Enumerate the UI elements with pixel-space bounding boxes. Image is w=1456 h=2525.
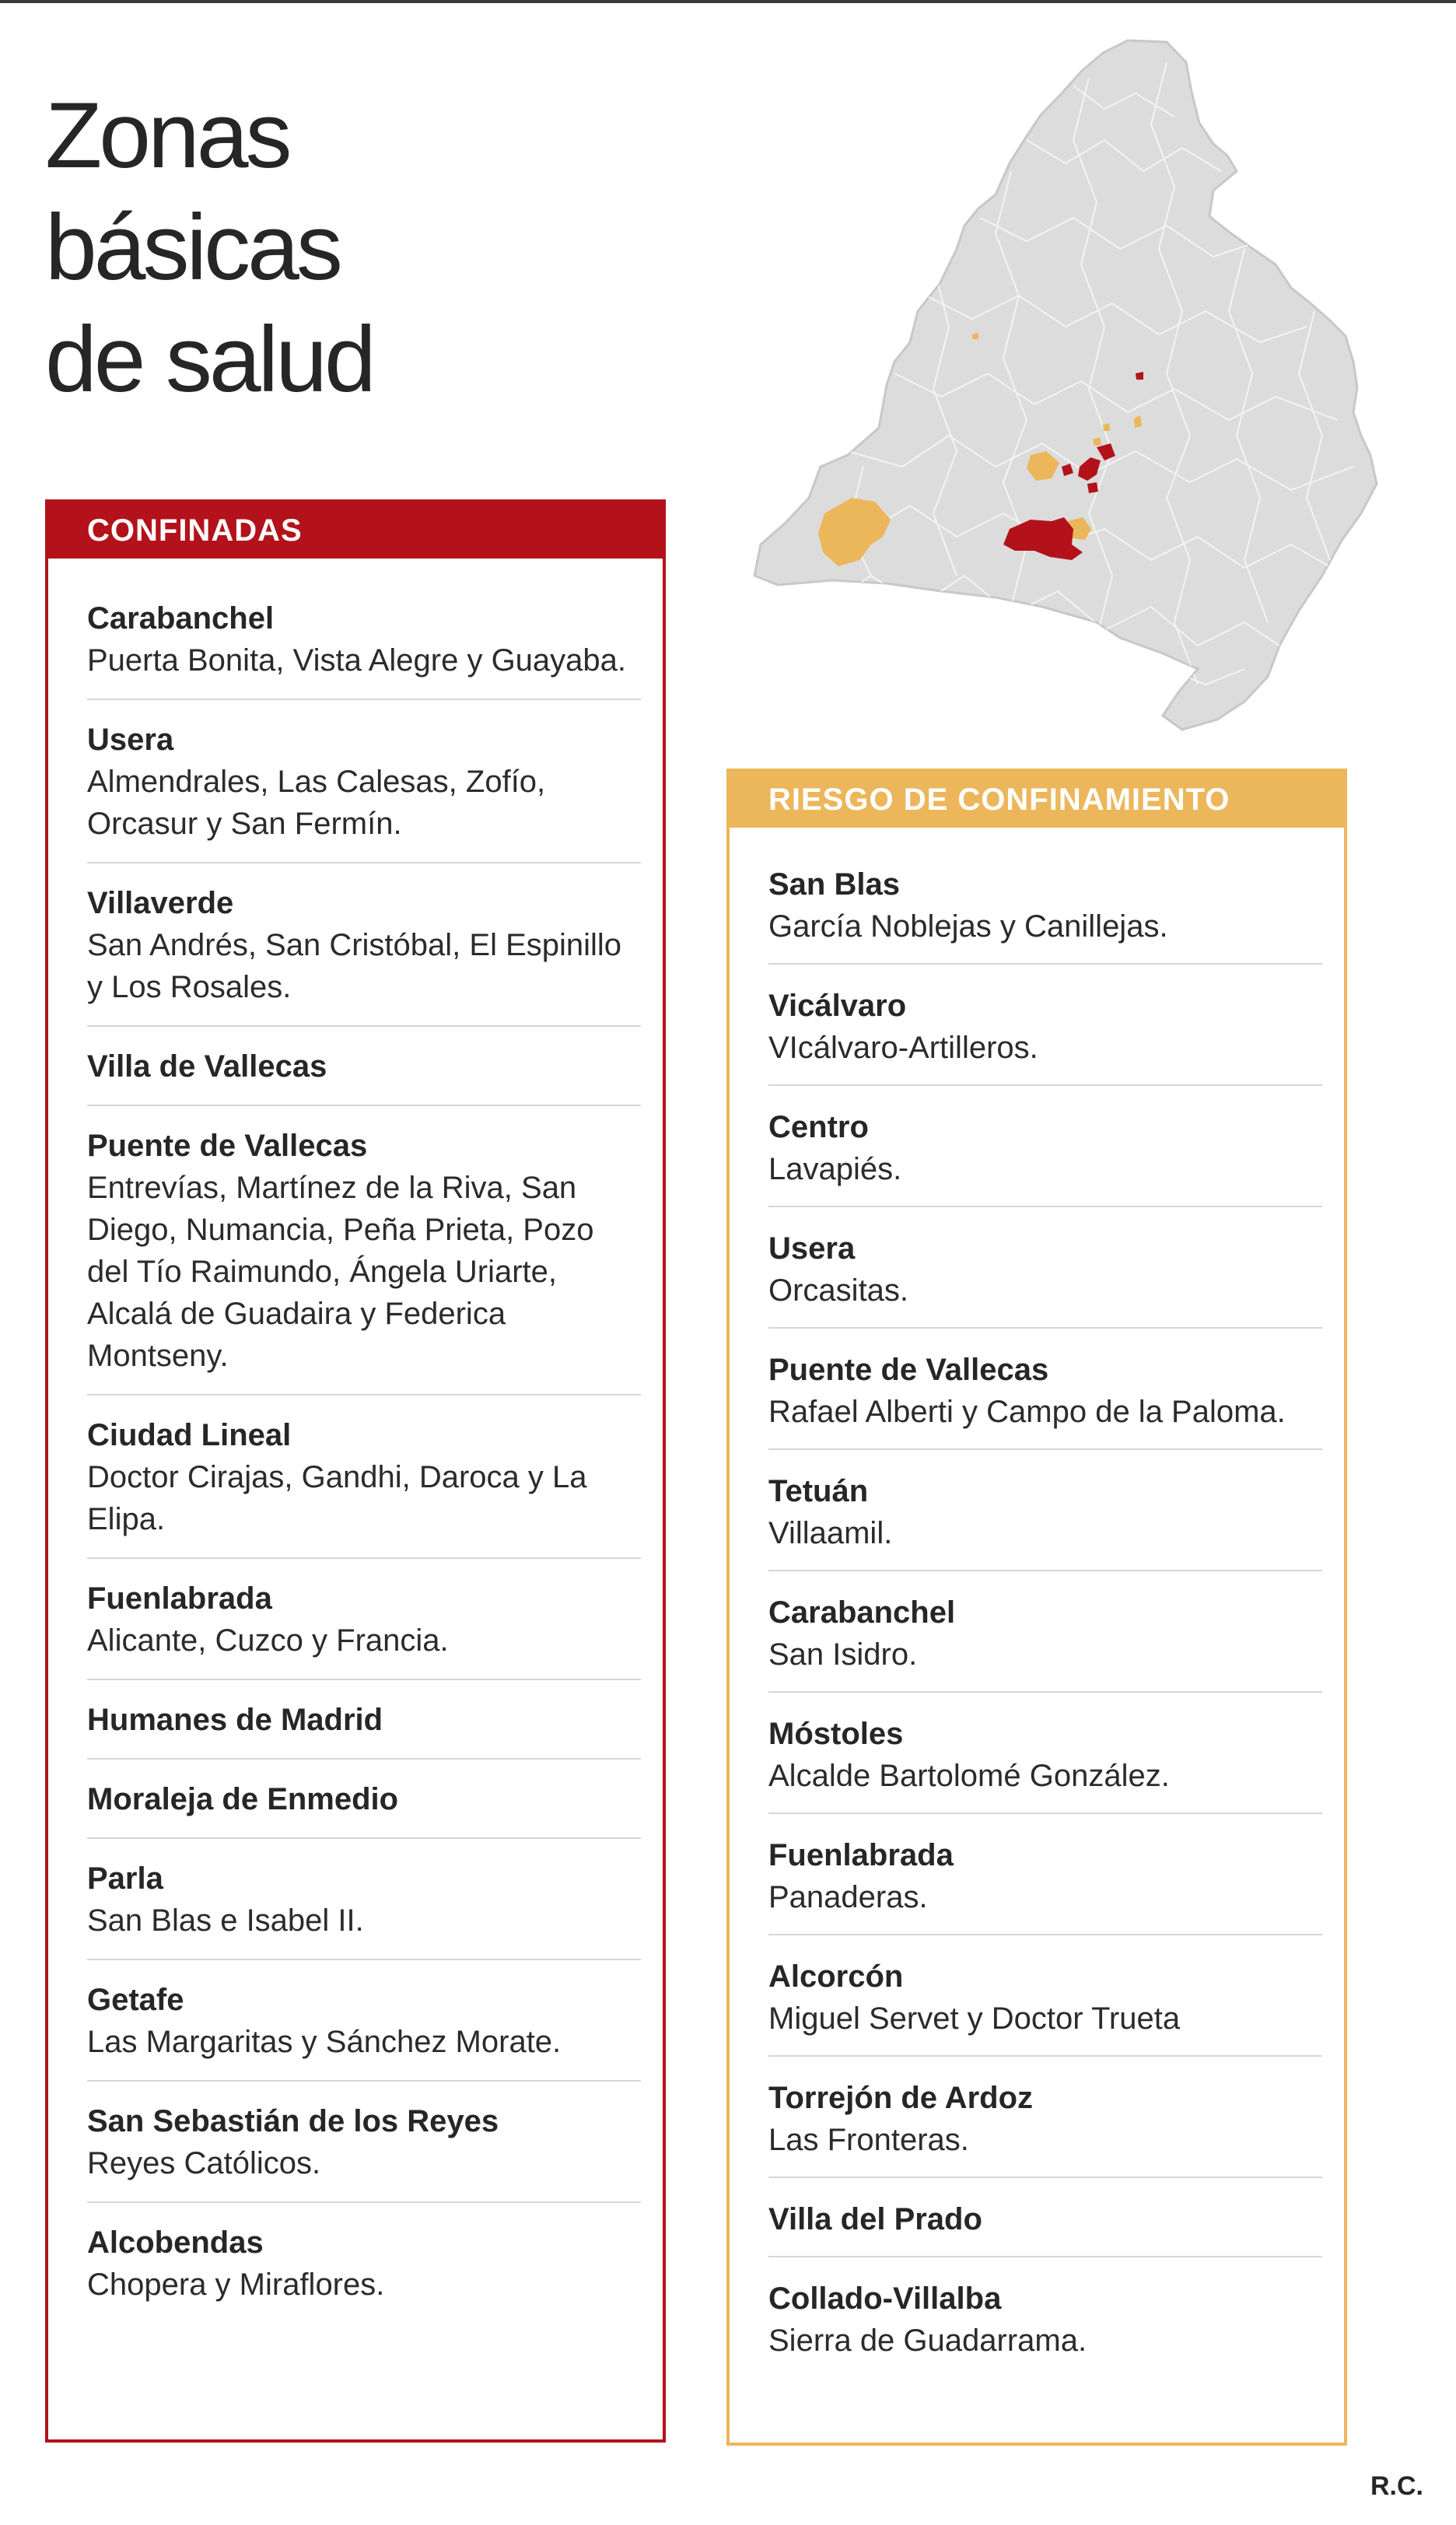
zone-list: Lavapiés. xyxy=(768,1152,902,1186)
list-item xyxy=(768,1207,1322,1329)
district-name: Parla xyxy=(87,1861,163,1896)
zone-list: Alicante, Cuzco y Francia. xyxy=(87,1623,449,1658)
list-item xyxy=(768,1086,1322,1207)
district-name: Collado-Villalba xyxy=(768,2282,1002,2316)
zone-list: Panaderas. xyxy=(768,1880,928,1914)
zone-list: San Isidro. xyxy=(768,1637,918,1672)
district-name: San Blas xyxy=(768,867,900,902)
zone-list: VIcálvaro-Artilleros. xyxy=(768,1031,1038,1065)
district-name: Usera xyxy=(87,723,174,757)
list-item xyxy=(87,863,641,1027)
list-item xyxy=(768,1571,1322,1693)
list-item xyxy=(87,2203,641,2323)
district-name: Tetuán xyxy=(768,1474,869,1508)
district-name: Vicálvaro xyxy=(768,989,907,1023)
list-item xyxy=(768,1814,1322,1935)
riesgo-list xyxy=(730,828,1344,2377)
list-item xyxy=(768,2178,1322,2257)
zone-list: Puerta Bonita, Vista Alegre y Guayaba. xyxy=(87,643,627,678)
confinadas-panel xyxy=(45,499,666,2443)
zone-list: San Andrés, San Cristóbal, El Espinillo y Los Rosales. xyxy=(87,928,622,1004)
confinadas-list xyxy=(48,559,663,2323)
district-name: Fuenlabrada xyxy=(768,1838,954,1872)
list-item xyxy=(768,1450,1322,1571)
list-item xyxy=(87,2082,641,2203)
list-item xyxy=(87,1106,641,1396)
zone-list: Entrevías, Martínez de la Riva, San Diego, Numancia, Peña Prieta, Pozo del Tío Raimundo, Ángela Uriarte, Alcalá de Guadaira y Federica Montseny. xyxy=(87,1171,594,1373)
zone-list: Villaamil. xyxy=(768,1516,893,1550)
list-item xyxy=(768,2257,1322,2377)
district-name: Carabanchel xyxy=(768,1595,956,1630)
list-item xyxy=(768,1935,1322,2057)
list-item xyxy=(87,1760,641,1839)
zone-list: Miguel Servet y Doctor Trueta xyxy=(768,2001,1181,2036)
list-item xyxy=(87,1027,641,1106)
district-name: San Sebastián de los Reyes xyxy=(87,2104,499,2138)
district-name: Usera xyxy=(768,1231,856,1266)
zone-list: Las Margaritas y Sánchez Morate. xyxy=(87,2025,562,2059)
list-item xyxy=(768,1329,1322,1450)
list-item xyxy=(87,700,641,863)
district-name: Villa del Prado xyxy=(768,2202,982,2236)
zone-list: Alcalde Bartolomé González. xyxy=(768,1759,1170,1793)
title-line-2: de salud xyxy=(45,307,373,411)
zone-list: Doctor Cirajas, Gandhi, Daroca y La Elipa. xyxy=(87,1460,587,1536)
list-item xyxy=(768,2057,1322,2178)
list-item xyxy=(87,1559,641,1680)
district-name: Fuenlabrada xyxy=(87,1581,272,1616)
zone-list: Rafael Alberti y Campo de la Paloma. xyxy=(768,1395,1286,1429)
zone-list: Chopera y Miraflores. xyxy=(87,2268,385,2302)
zone-list: San Blas e Isabel II. xyxy=(87,1903,364,1938)
zone-list: Orcasitas. xyxy=(768,1273,909,1308)
list-item xyxy=(87,1680,641,1760)
zone-list: Sierra de Guadarrama. xyxy=(768,2324,1087,2358)
riesgo-header: RIESGO DE CONFINAMIENTO xyxy=(730,772,1344,828)
list-item xyxy=(87,1960,641,2082)
riesgo-panel xyxy=(726,769,1347,2446)
zone-list: Las Fronteras. xyxy=(768,2123,969,2157)
district-name: Moraleja de Enmedio xyxy=(87,1782,399,1816)
district-name: Carabanchel xyxy=(87,601,275,636)
district-name: Villaverde xyxy=(87,886,234,920)
list-item xyxy=(768,965,1322,1086)
credit: R.C. xyxy=(1370,2471,1423,2501)
top-rule xyxy=(0,0,1456,3)
district-name: Villa de Vallecas xyxy=(87,1049,327,1084)
list-item xyxy=(87,1396,641,1559)
zone-list: Almendrales, Las Calesas, Zofío, Orcasur y San Fermín. xyxy=(87,765,546,841)
district-name: Centro xyxy=(768,1110,869,1144)
madrid-map xyxy=(731,31,1384,755)
district-name: Getafe xyxy=(87,1983,184,2017)
page-title xyxy=(45,79,605,415)
list-item xyxy=(87,559,641,700)
district-name: Puente de Vallecas xyxy=(87,1129,368,1163)
district-name: Móstoles xyxy=(768,1717,904,1751)
district-name: Ciudad Lineal xyxy=(87,1418,292,1452)
district-name: Torrejón de Ardoz xyxy=(768,2081,1033,2115)
confinadas-header: CONFINADAS xyxy=(48,503,663,559)
list-item xyxy=(768,828,1322,965)
district-name: Puente de Vallecas xyxy=(768,1353,1049,1387)
zone-list: Reyes Católicos. xyxy=(87,2146,321,2180)
title-line-1: Zonas básicas xyxy=(45,83,340,299)
district-name: Humanes de Madrid xyxy=(87,1703,383,1737)
zone-list: García Noblejas y Canillejas. xyxy=(768,909,1168,944)
district-name: Alcorcón xyxy=(768,1959,904,1994)
district-name: Alcobendas xyxy=(87,2226,264,2260)
list-item xyxy=(768,1693,1322,1814)
list-item xyxy=(87,1839,641,1960)
